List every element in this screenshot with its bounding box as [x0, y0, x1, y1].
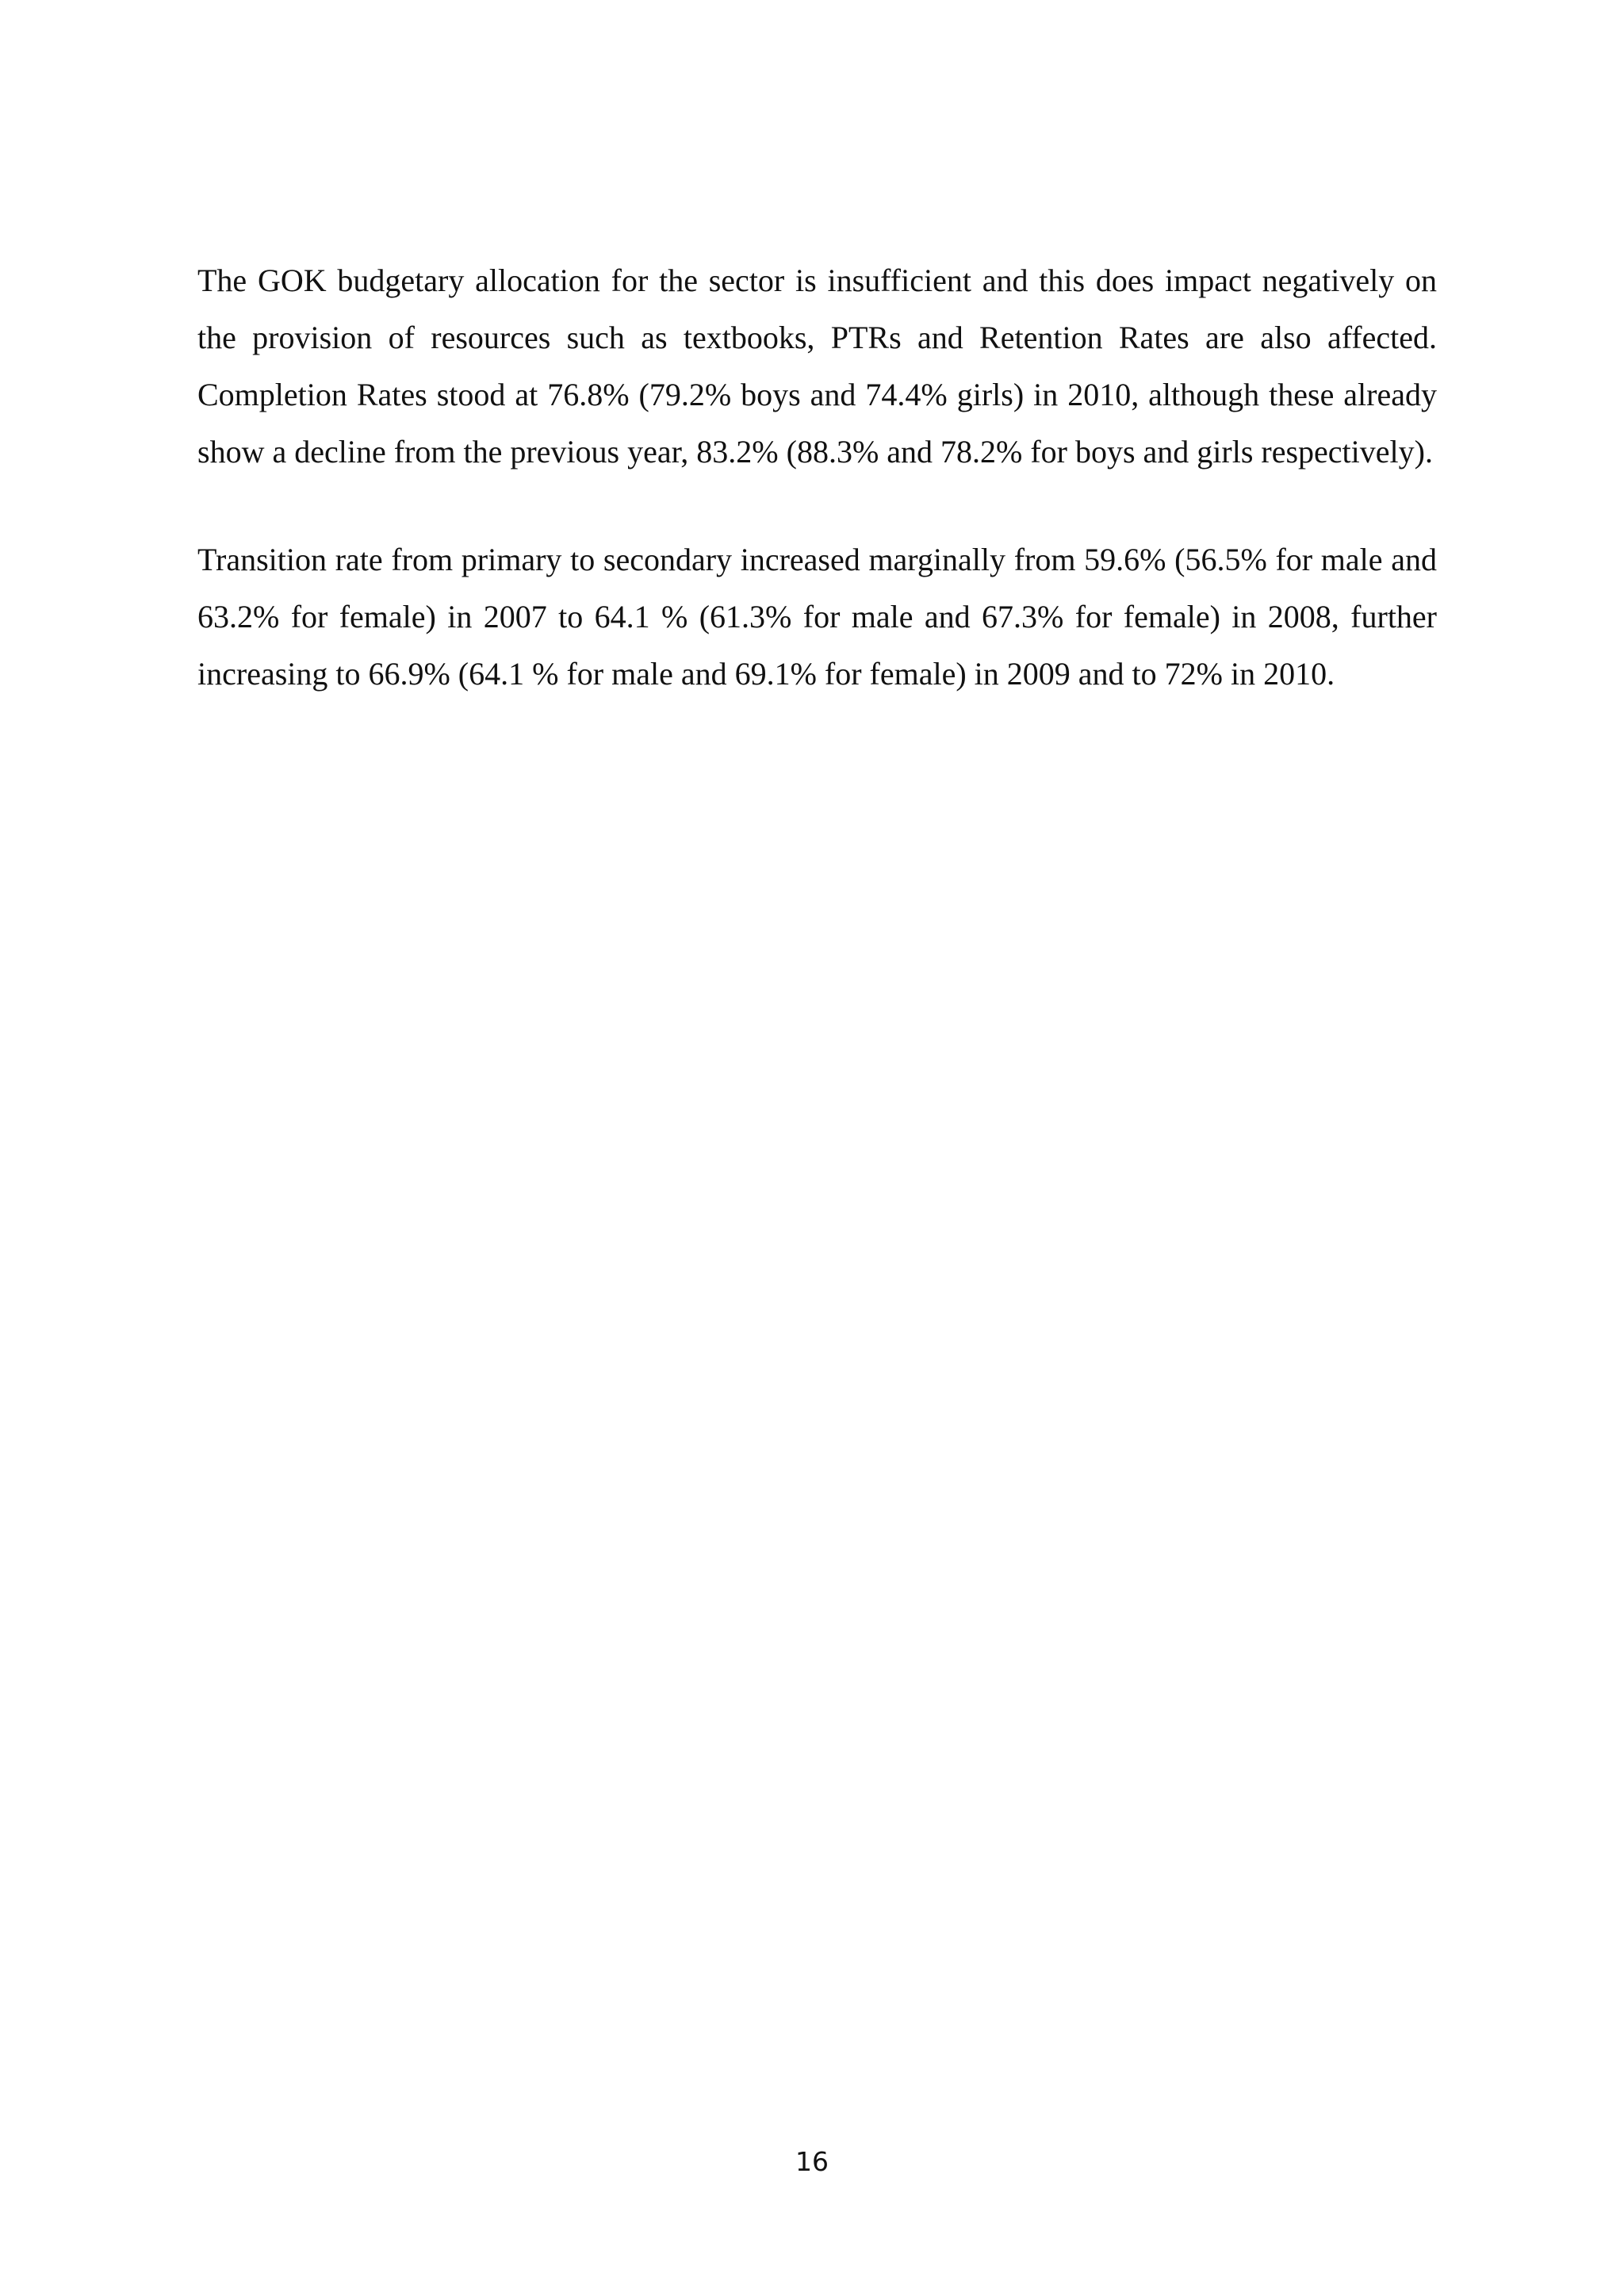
page-number: 16 — [795, 2146, 829, 2177]
paragraph-budget-completion: The GOK budgetary allocation for the sector is insufficient and this does impact negatively on the provision of resources such as textbooks, PTRs and Retention Rates are also affected. Completion Rates stood at 76.8% (79.2% boys and 74.4% girls) in 2010, although these already show a decline from the previous year, 83.2% (88.3% and 78.2% for boys and girls respectively). — [197, 263, 1437, 470]
paragraph-transition-rate: Transition rate from primary to secondary increased marginally from 59.6% (56.5% for male and 63.2% for female) in 2007 to 64.1 % (61.3% for male and 67.3% for female) in 2008, further increasing to 66.9% (64.1 % for male and 69.1% for female) in 2009 and to 72% in 2010. — [197, 542, 1437, 692]
body-text — [197, 252, 1437, 703]
